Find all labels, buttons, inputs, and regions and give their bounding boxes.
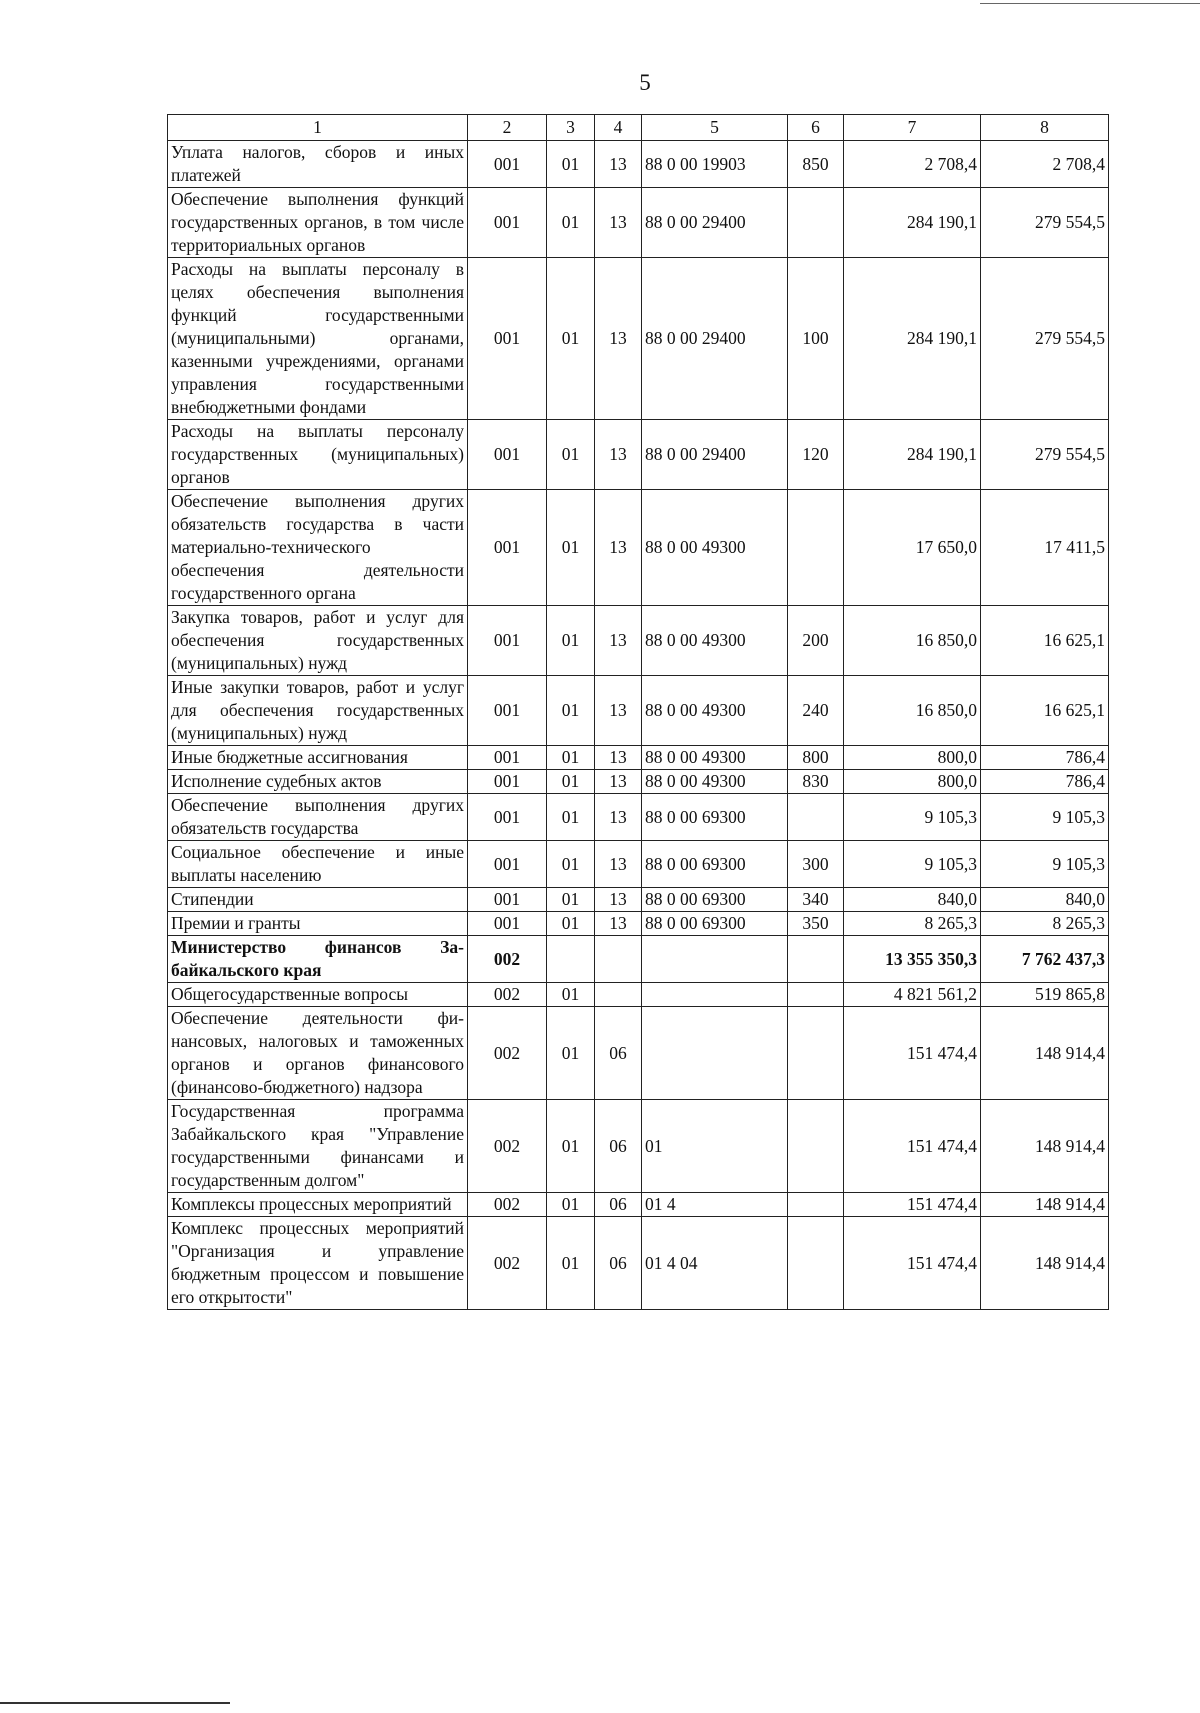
table-row: [168, 746, 1109, 770]
target-article-code: 01 4: [642, 1193, 788, 1217]
amount-col7: 800,0: [844, 770, 981, 794]
table-row: [168, 1193, 1109, 1217]
expense-type-code: 800: [788, 746, 844, 770]
amount-col8: 279 554,5: [981, 188, 1109, 258]
subsection-code: 13: [595, 794, 642, 841]
section-code: 01: [547, 606, 595, 676]
section-code: 01: [547, 794, 595, 841]
target-article-code: 88 0 00 69300: [642, 794, 788, 841]
amount-col8: 16 625,1: [981, 606, 1109, 676]
table-row: [168, 888, 1109, 912]
expense-type-code: [788, 1193, 844, 1217]
section-code: 01: [547, 1193, 595, 1217]
subsection-code: 06: [595, 1217, 642, 1310]
amount-col8: 148 914,4: [981, 1217, 1109, 1310]
header-cell: 3: [547, 115, 595, 141]
amount-col7: 284 190,1: [844, 420, 981, 490]
subsection-code: [595, 936, 642, 983]
subsection-code: 06: [595, 1193, 642, 1217]
admin-code: 001: [468, 676, 547, 746]
amount-col7: 8 265,3: [844, 912, 981, 936]
section-code: 01: [547, 746, 595, 770]
expense-type-code: [788, 1217, 844, 1310]
subsection-code: 13: [595, 841, 642, 888]
target-article-code: 88 0 00 49300: [642, 770, 788, 794]
table-row: [168, 983, 1109, 1007]
table-row: [168, 794, 1109, 841]
target-article-code: 88 0 00 49300: [642, 490, 788, 606]
target-article-code: 88 0 00 69300: [642, 888, 788, 912]
amount-col7: 9 105,3: [844, 841, 981, 888]
table-row: [168, 1217, 1109, 1310]
target-article-code: 88 0 00 49300: [642, 606, 788, 676]
header-cell: 6: [788, 115, 844, 141]
section-code: 01: [547, 1007, 595, 1100]
table-body: [168, 141, 1109, 1310]
subsection-code: 13: [595, 188, 642, 258]
item-name: Государственная программа Забайкальского края "Управление государственными финансами и государственным долгом": [168, 1100, 468, 1193]
table-row: [168, 1100, 1109, 1193]
item-name: Обеспечение выполнения других обязательств государства в части материально-технического обеспечения деятельности государственного органа: [168, 490, 468, 606]
section-code: 01: [547, 490, 595, 606]
target-article-code: 88 0 00 29400: [642, 420, 788, 490]
target-article-code: 88 0 00 69300: [642, 841, 788, 888]
expense-type-code: 300: [788, 841, 844, 888]
amount-col8: 786,4: [981, 746, 1109, 770]
section-code: 01: [547, 188, 595, 258]
subsection-code: 06: [595, 1007, 642, 1100]
expense-type-code: [788, 983, 844, 1007]
admin-code: 002: [468, 936, 547, 983]
amount-col7: 284 190,1: [844, 188, 981, 258]
section-code: [547, 936, 595, 983]
section-code: 01: [547, 841, 595, 888]
item-name: Иные бюджетные ассигнования: [168, 746, 468, 770]
item-name: Социальное обеспечение и иные выплаты населению: [168, 841, 468, 888]
bottom-scan-line: [0, 1702, 230, 1704]
subsection-code: 13: [595, 912, 642, 936]
section-code: 01: [547, 888, 595, 912]
item-name: Обеспечение деятельности финансовых, налоговых и таможенных органов и органов финансового (финансово-бюджетного) надзора: [168, 1007, 468, 1100]
amount-col7: 151 474,4: [844, 1007, 981, 1100]
item-name: Обеспечение выполнения функций государственных органов, в том числе территориальных органов: [168, 188, 468, 258]
section-code: 01: [547, 1100, 595, 1193]
admin-code: 001: [468, 912, 547, 936]
item-name: Закупка товаров, работ и услуг для обеспечения государственных (муниципальных) нужд: [168, 606, 468, 676]
item-name: Стипендии: [168, 888, 468, 912]
admin-code: 002: [468, 983, 547, 1007]
amount-col7: 151 474,4: [844, 1100, 981, 1193]
amount-col7: 151 474,4: [844, 1193, 981, 1217]
budget-table: [167, 114, 1109, 1310]
subsection-code: 13: [595, 770, 642, 794]
admin-code: 001: [468, 420, 547, 490]
header-cell: 1: [168, 115, 468, 141]
subsection-code: 13: [595, 746, 642, 770]
item-name: Расходы на выплаты персоналу государственных (муниципальных) органов: [168, 420, 468, 490]
target-article-code: 88 0 00 19903: [642, 141, 788, 188]
subsection-code: 06: [595, 1100, 642, 1193]
expense-type-code: 340: [788, 888, 844, 912]
item-name: Иные закупки товаров, работ и услуг для обеспечения государственных (муниципальных) нужд: [168, 676, 468, 746]
target-article-code: [642, 983, 788, 1007]
target-article-code: 88 0 00 49300: [642, 676, 788, 746]
amount-col7: 17 650,0: [844, 490, 981, 606]
item-name: Общегосударственные вопросы: [168, 983, 468, 1007]
header-cell: 7: [844, 115, 981, 141]
admin-code: 001: [468, 746, 547, 770]
section-code: 01: [547, 420, 595, 490]
admin-code: 001: [468, 606, 547, 676]
header-cell: 5: [642, 115, 788, 141]
table-row: [168, 912, 1109, 936]
amount-col8: 279 554,5: [981, 258, 1109, 420]
target-article-code: 88 0 00 69300: [642, 912, 788, 936]
table-row: [168, 1007, 1109, 1100]
amount-col8: 786,4: [981, 770, 1109, 794]
expense-type-code: 850: [788, 141, 844, 188]
expense-type-code: 240: [788, 676, 844, 746]
admin-code: 002: [468, 1007, 547, 1100]
expense-type-code: 120: [788, 420, 844, 490]
expense-type-code: [788, 1100, 844, 1193]
header-row: [168, 115, 1109, 141]
amount-col8: 8 265,3: [981, 912, 1109, 936]
item-name: Уплата налогов, сборов и иных платежей: [168, 141, 468, 188]
item-name: Расходы на выплаты персоналу в целях обеспечения выполнения функций государственными (муниципальными) органами, казенными учреждениями, органами управления государственными внебюджетными фондами: [168, 258, 468, 420]
table-row: [168, 188, 1109, 258]
amount-col7: 13 355 350,3: [844, 936, 981, 983]
expense-type-code: 100: [788, 258, 844, 420]
expense-type-code: 200: [788, 606, 844, 676]
amount-col7: 840,0: [844, 888, 981, 912]
amount-col8: 9 105,3: [981, 841, 1109, 888]
admin-code: 001: [468, 490, 547, 606]
subsection-code: 13: [595, 490, 642, 606]
amount-col8: 16 625,1: [981, 676, 1109, 746]
admin-code: 001: [468, 794, 547, 841]
amount-col8: 2 708,4: [981, 141, 1109, 188]
amount-col8: 840,0: [981, 888, 1109, 912]
target-article-code: 88 0 00 49300: [642, 746, 788, 770]
item-name: Премии и гранты: [168, 912, 468, 936]
item-name: Обеспечение выполнения других обязательств государства: [168, 794, 468, 841]
table-row: [168, 420, 1109, 490]
amount-col8: 148 914,4: [981, 1193, 1109, 1217]
target-article-code: 01 4 04: [642, 1217, 788, 1310]
table-row: [168, 606, 1109, 676]
item-name: Комплекс процессных мероприятий "Организация и управление бюджетным процессом и повышение его открытости": [168, 1217, 468, 1310]
header-cell: 2: [468, 115, 547, 141]
item-name: Министерство финансов Забайкальского края: [168, 936, 468, 983]
section-code: 01: [547, 1217, 595, 1310]
target-article-code: 88 0 00 29400: [642, 258, 788, 420]
expense-type-code: [788, 1007, 844, 1100]
admin-code: 002: [468, 1217, 547, 1310]
amount-col7: 800,0: [844, 746, 981, 770]
admin-code: 002: [468, 1193, 547, 1217]
admin-code: 001: [468, 888, 547, 912]
subsection-code: 13: [595, 420, 642, 490]
admin-code: 001: [468, 141, 547, 188]
section-code: 01: [547, 912, 595, 936]
section-code: 01: [547, 676, 595, 746]
subsection-code: [595, 983, 642, 1007]
section-code: 01: [547, 258, 595, 420]
section-code: 01: [547, 141, 595, 188]
amount-col8: 279 554,5: [981, 420, 1109, 490]
table-row: [168, 141, 1109, 188]
target-article-code: 01: [642, 1100, 788, 1193]
header-cell: 8: [981, 115, 1109, 141]
admin-code: 001: [468, 188, 547, 258]
section-code: 01: [547, 770, 595, 794]
amount-col7: 151 474,4: [844, 1217, 981, 1310]
target-article-code: [642, 1007, 788, 1100]
page-number: 5: [639, 70, 651, 95]
amount-col7: 2 708,4: [844, 141, 981, 188]
amount-col8: 7 762 437,3: [981, 936, 1109, 983]
expense-type-code: [788, 794, 844, 841]
admin-code: 001: [468, 258, 547, 420]
expense-type-code: 350: [788, 912, 844, 936]
admin-code: 001: [468, 770, 547, 794]
subsection-code: 13: [595, 888, 642, 912]
table-row: [168, 258, 1109, 420]
section-code: 01: [547, 983, 595, 1007]
table-row: [168, 676, 1109, 746]
target-article-code: [642, 936, 788, 983]
amount-col7: 16 850,0: [844, 676, 981, 746]
amount-col8: 17 411,5: [981, 490, 1109, 606]
amount-col7: 9 105,3: [844, 794, 981, 841]
subsection-code: 13: [595, 258, 642, 420]
amount-col8: 148 914,4: [981, 1100, 1109, 1193]
table-row: [168, 770, 1109, 794]
amount-col8: 9 105,3: [981, 794, 1109, 841]
target-article-code: 88 0 00 29400: [642, 188, 788, 258]
header-cell: 4: [595, 115, 642, 141]
admin-code: 002: [468, 1100, 547, 1193]
subsection-code: 13: [595, 606, 642, 676]
expense-type-code: [788, 936, 844, 983]
item-name: Комплексы процессных мероприятий: [168, 1193, 468, 1217]
top-scan-line: [980, 3, 1200, 4]
amount-col7: 4 821 561,2: [844, 983, 981, 1007]
expense-type-code: 830: [788, 770, 844, 794]
subsection-code: 13: [595, 676, 642, 746]
table-row: [168, 841, 1109, 888]
amount-col8: 519 865,8: [981, 983, 1109, 1007]
amount-col7: 16 850,0: [844, 606, 981, 676]
admin-code: 001: [468, 841, 547, 888]
subsection-code: 13: [595, 141, 642, 188]
expense-type-code: [788, 188, 844, 258]
item-name: Исполнение судебных актов: [168, 770, 468, 794]
table-row: [168, 490, 1109, 606]
amount-col7: 284 190,1: [844, 258, 981, 420]
amount-col8: 148 914,4: [981, 1007, 1109, 1100]
table-row: [168, 936, 1109, 983]
expense-type-code: [788, 490, 844, 606]
